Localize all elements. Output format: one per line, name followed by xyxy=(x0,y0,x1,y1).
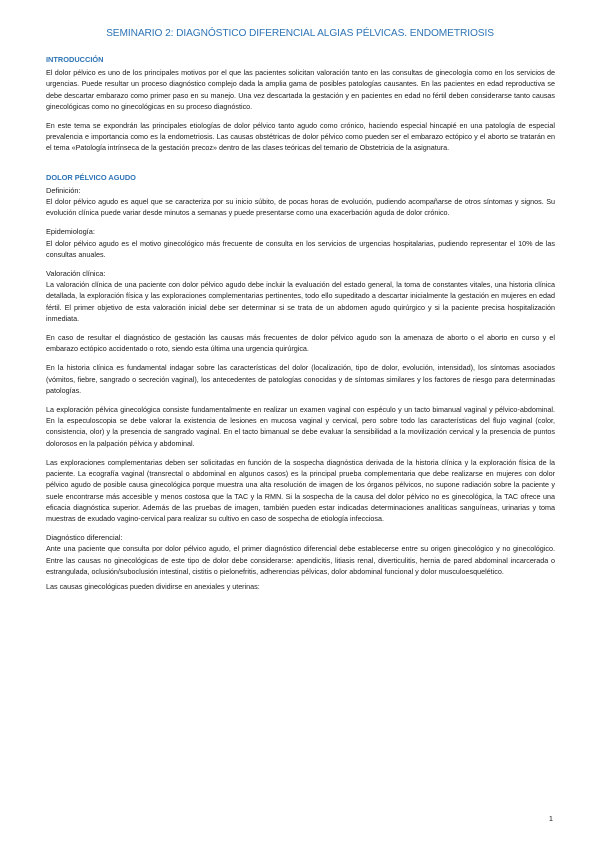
subheading-diagnostico-diferencial: Diagnóstico diferencial: xyxy=(46,533,123,543)
subheading-epidemiologia: Epidemiología: xyxy=(46,227,95,237)
diagnostico-paragraph-2: Las causas ginecológicas pueden dividirse en anexiales y uterinas: xyxy=(46,581,260,591)
page-title: SEMINARIO 2: DIAGNÓSTICO DIFERENCIAL ALGIAS PÉLVICAS. ENDOMETRIOSIS xyxy=(106,28,494,39)
valoracion-paragraph-5: Las exploraciones complementarias deben ser solicitadas en función de la sospecha diagnóstica derivada de la historia clínica y la exploración física de la paciente. La ecografía vaginal (transrectal o abdominal en algunos casos) es la principal prueba complementaria que debe realizarse en mujeres con dolor pélvico agudo de posible causa ginecológica porque muestra una alta resolución de imagen de los órganos pélvicos, no supone radiación sobre la paciente y suele encontrarse más accesible y menos costosa que la TAC y la RMN. Si la sospecha de la causa del dolor pélvico no es ginecológica, la TAC ofrece una eficacia diagnóstica superior. Además de las pruebas de imagen, también pueden estar indicadas determinaciones analíticas sanguíneas, urinarias y toma muestras de exudado vagino-cervical para realizar su cultivo en caso de sospecha de etiología infecciosa. xyxy=(46,457,555,523)
definicion-paragraph: El dolor pélvico agudo es aquel que se caracteriza por su inicio súbito, de pocas horas de evolución, pudiendo acompañarse de otros síntomas y signos. Su evolución clínica puede variar desde minutos a semanas y puede presentarse como una exacerbación aguda de dolor crónico. xyxy=(46,197,555,218)
section-heading-introduccion: INTRODUCCIÓN xyxy=(46,55,104,64)
subheading-definicion: Definición: xyxy=(46,185,81,195)
epidemiologia-paragraph: El dolor pélvico agudo es el motivo ginecológico más frecuente de consulta en los servicios de urgencias hospitalarias, pudiendo representar el 10% de las consultas anuales. xyxy=(46,238,555,259)
intro-paragraph-2: En este tema se expondrán las principales etiologías de dolor pélvico tanto agudo como crónico, haciendo especial hincapié en una patología de especial prevalencia e importancia como es la endometriosis. Las causas obstétricas de dolor pélvico como pueden ser el embarazo ectópico y el aborto se tratarán en el tema «Patología intrínseca de la gestación precoz» dentro de las clases teóricas del temario de Obstetricia de la asignatura. xyxy=(46,121,555,153)
section-heading-dolor-pelvico-agudo: DOLOR PÉLVICO AGUDO xyxy=(46,172,136,182)
valoracion-paragraph-2: En caso de resultar el diagnóstico de gestación las causas más frecuentes de dolor pélvico agudo son la amenaza de aborto o el aborto en curso y el embarazo ectópico accidentado o roto, siendo esta última una urgencia quirúrgica. xyxy=(46,333,555,354)
subheading-valoracion-clinica: Valoración clínica: xyxy=(46,269,106,279)
intro-paragraph-1: El dolor pélvico es uno de los principales motivos por el que las pacientes solicitan valoración tanto en las consultas de ginecología como en los servicios de urgencias. Puede resultar un proceso diagnóstico complejo dada la amplia gama de posibles patologías causantes. En las pacientes en edad reproductiva se debe descartar embarazo como primer paso en su manejo. Una vez descartada la gestación y en pacientes en edad no fértil deben considerarse tanto causas ginecológicas como no ginecológicas en su proceso diagnóstico. xyxy=(46,68,555,111)
valoracion-paragraph-3: En la historia clínica es fundamental indagar sobre las características del dolor (localización, tipo de dolor, evolución, intensidad), los síntomas asociados (vómitos, fiebre, sangrado o secreción vaginal), los antecedentes de patologías conocidas y de síntomas similares y los factores de riesgo para determinadas patologías. xyxy=(46,363,555,395)
valoracion-paragraph-4: La exploración pélvica ginecológica consiste fundamentalmente en realizar un examen vaginal con espéculo y un tacto bimanual vaginal y pélvico-abdominal. En la especuloscopia se debe valorar la existencia de lesiones en mucosa vaginal y cervical, pero sobre todo las características del flujo vaginal (color, consistencia, olor) y la presencia de sangrado vaginal. En el tacto bimanual se debe evaluar la sensibilidad a la movilización cervical y la presencia de puntos dolorosos en la palpación pélvica y abdominal. xyxy=(46,405,555,448)
valoracion-paragraph-1: La valoración clínica de una paciente con dolor pélvico agudo debe incluir la evaluación del estado general, la toma de constantes vitales, una historia clínica detallada, la exploración física y las exploraciones complementarias pertinentes, todo ello supeditado a descartar inicialmente la gestación en mujeres en edad fértil. El primer objetivo de esta valoración inicial debe ser determinar si se trata de un abdomen agudo quirúrgico y si la paciente precisa hospitalización inmediata. xyxy=(46,280,555,323)
document-body xyxy=(46,54,555,596)
diagnostico-paragraph-1: Ante una paciente que consulta por dolor pélvico agudo, el primer diagnóstico diferencial debe establecerse entre su origen ginecológico y no ginecológico. Entre las causas no ginecológicas de este tipo de dolor debe considerarse: apendicitis, litiasis renal, diverticulitis, hernia de pared abdominal incarcerada o estrangulada, oclusión/suboclusión intestinal, cistitis o pielonefritis, adherencias pélvicas, dolor abdominal funcional y dolor musculoesquelético. xyxy=(46,544,555,576)
page-number: 1 xyxy=(548,814,553,823)
